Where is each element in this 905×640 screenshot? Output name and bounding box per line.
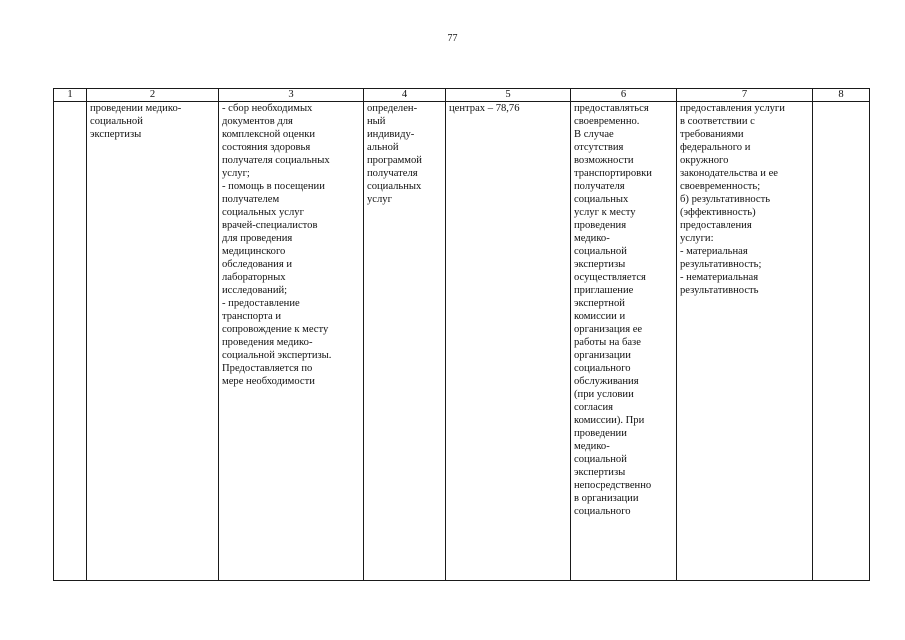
column-number-2: 2 [87,89,219,102]
cell-service-terms: предоставляться своевременно. В случае отсутствия возможности транспортировки получателя социальных услуг к месту проведения медико- социальной экспертизы осуществляется приглашение экспертной комиссии и организация ее работы на базе организации социального обслуживания (при условии согласия комиссии). При проведении медико- социальной экспертизы непосредственно в организации социального [571,102,677,581]
table-header-row [54,89,870,102]
cell-service-volume: определен- ный индивиду- альной программой получателя социальных услуг [364,102,446,581]
cell-quality-indicators: предоставления услуги в соответствии с требованиями федерального и окружного законодательства и ее своевременность; б) результативность (эффективность) предоставления услуги: - материальная результативность; - нематериальная результативность [677,102,813,581]
cell-service-description: - сбор необходимых документов для комплексной оценки состояния здоровья получателя социальных услуг; - помощь в посещении получателем социальных услуг врачей-специалистов для проведения медицинского обследования и лабораторных исследований; - предоставление транспорта и сопровождение к месту проведения медико- социальной экспертизы. Предоставляется по мере необходимости [219,102,364,581]
table-row [54,102,870,581]
cell-conditions [813,102,870,581]
cell-service-name: проведении медико- социальной экспертизы [87,102,219,581]
services-table [53,88,870,581]
page-number: 77 [447,33,458,44]
column-number-5: 5 [446,89,571,102]
column-number-6: 6 [571,89,677,102]
column-number-4: 4 [364,89,446,102]
cell-index [54,102,87,581]
column-number-1: 1 [54,89,87,102]
column-number-3: 3 [219,89,364,102]
cell-service-tariff: центрах – 78,76 [446,102,571,581]
column-number-7: 7 [677,89,813,102]
column-number-8: 8 [813,89,870,102]
